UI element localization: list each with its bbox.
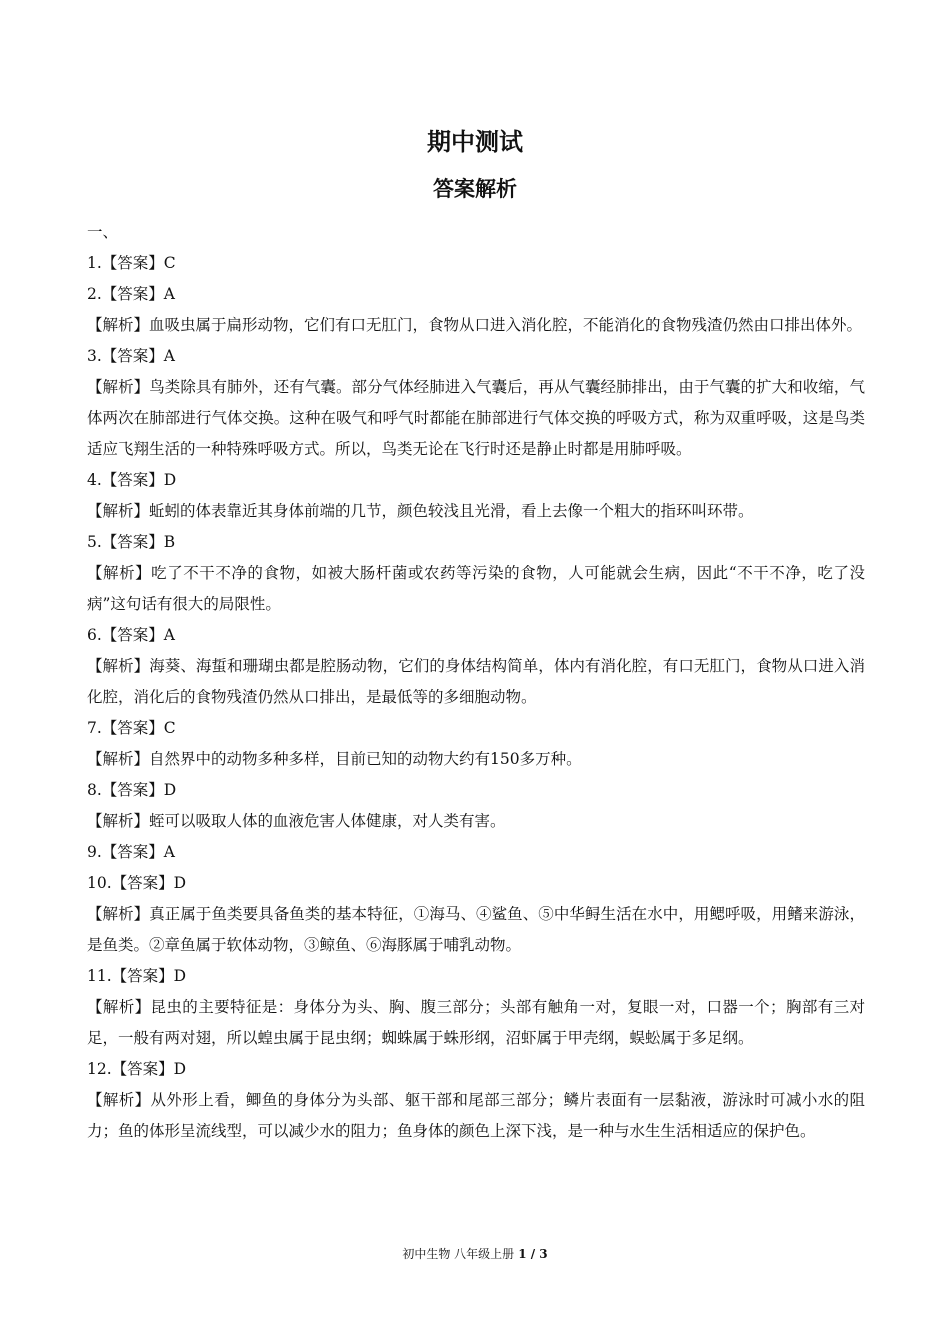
page-footer <box>0 1245 950 1262</box>
explanation-line: 【解析】自然界中的动物多种多样，目前已知的动物大约有150多万种。 <box>87 750 582 768</box>
explanation-line: 【解析】吃了不干不净的食物，如被大肠杆菌或农药等污染的食物，人可能就会生病，因此“不干不净，吃了没病”这句话有很大的局限性。 <box>87 564 865 613</box>
explanation-line: 【解析】昆虫的主要特征是：身体分为头、胸、腹三部分；头部有触角一对，复眼一对，口器一个；胸部有三对足，一般有两对翅，所以蝗虫属于昆虫纲；蜘蛛属于蛛形纲，沼虾属于甲壳纲，蜈蚣属于多足纲。 <box>87 998 865 1047</box>
explanation-line: 【解析】真正属于鱼类要具备鱼类的基本特征，①海马、④鲨鱼、⑤中华鲟生活在水中，用鳃呼吸，用鳍来游泳，是鱼类。②章鱼属于软体动物，③鲸鱼、⑥海豚属于哺乳动物。 <box>87 905 865 954</box>
explanation-line: 【解析】血吸虫属于扁形动物，它们有口无肛门，食物从口进入消化腔，不能消化的食物残渣仍然由口排出体外。 <box>87 316 863 334</box>
page-title: 期中测试 <box>427 128 523 156</box>
explanation-line: 【解析】蚯蚓的体表靠近其身体前端的几节，颜色较浅且光滑，看上去像一个粗大的指环叫环带。 <box>87 502 754 520</box>
footer-course: 初中生物 八年级上册 <box>402 1247 515 1261</box>
answer-line: 6.【答案】A <box>87 626 175 644</box>
answer-line: 9.【答案】A <box>87 843 175 861</box>
answer-line: 1.【答案】C <box>87 254 176 272</box>
explanation-line: 【解析】从外形上看，鲫鱼的身体分为头部、躯干部和尾部三部分；鳞片表面有一层黏液，游泳时可减小水的阻力；鱼的体形呈流线型，可以减少水的阻力；鱼身体的颜色上深下浅，是一种与水生生活相适应的保护色。 <box>87 1091 865 1140</box>
answer-line: 10.【答案】D <box>87 874 187 892</box>
explanation-line: 【解析】蛭可以吸取人体的血液危害人体健康，对人类有害。 <box>87 812 506 830</box>
explanation-line: 【解析】海葵、海蜇和珊瑚虫都是腔肠动物，它们的身体结构简单，体内有消化腔，有口无肛门，食物从口进入消化腔，消化后的食物残渣仍然从口排出，是最低等的多细胞动物。 <box>87 657 865 706</box>
answer-line: 7.【答案】C <box>87 719 176 737</box>
answer-line: 11.【答案】D <box>87 967 187 985</box>
answer-line: 5.【答案】B <box>87 533 176 551</box>
answer-line: 3.【答案】A <box>87 347 175 365</box>
section-label: 一、 <box>87 223 119 241</box>
page-number: 1 / 3 <box>518 1247 548 1261</box>
answer-content <box>87 217 865 1147</box>
answer-line: 12.【答案】D <box>87 1060 187 1078</box>
answer-line: 8.【答案】D <box>87 781 177 799</box>
answer-line: 2.【答案】A <box>87 285 175 303</box>
explanation-line: 【解析】鸟类除具有肺外，还有气囊。部分气体经肺进入气囊后，再从气囊经肺排出，由于气囊的扩大和收缩，气体两次在肺部进行气体交换。这种在吸气和呼气时都能在肺部进行气体交换的呼吸方式，称为双重呼吸，这是鸟类适应飞翔生活的一种特殊呼吸方式。所以，鸟类无论在飞行时还是静止时都是用肺呼吸。 <box>87 378 865 458</box>
answer-line: 4.【答案】D <box>87 471 177 489</box>
page-subtitle: 答案解析 <box>433 177 517 201</box>
